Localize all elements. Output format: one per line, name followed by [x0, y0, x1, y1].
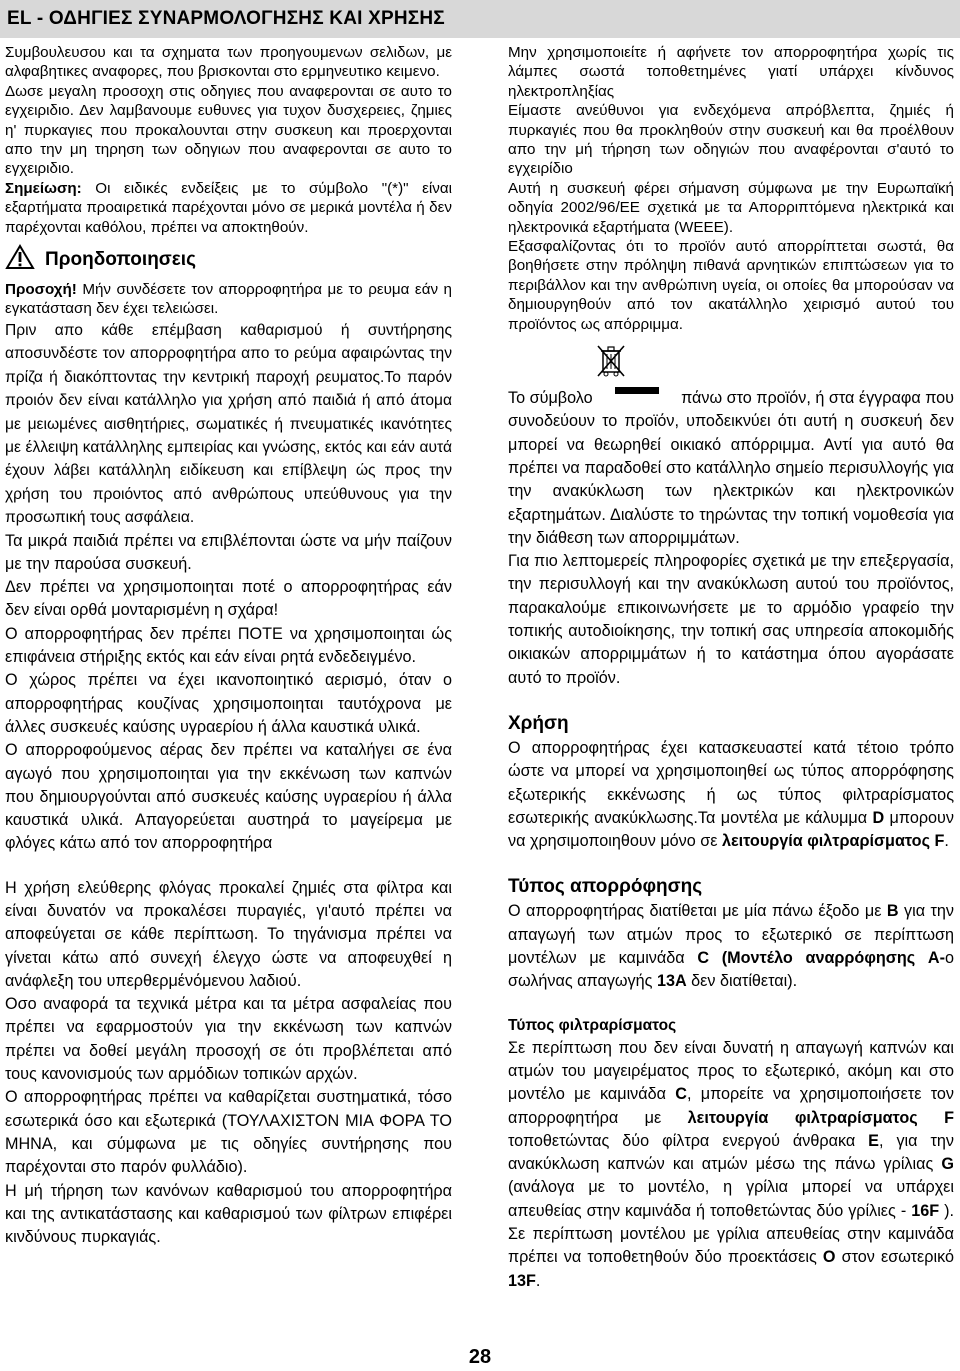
page-number: 28 — [468, 1346, 492, 1368]
warning-paragraph-8: Οσο αναφορά τα τεχνικά μέτρα και τα μέτρα ασφαλείας που πρέπει να εφαρμοστούν για την εκκένωση των καπνών πρέπει να δοθεί μεγάλη προσοχή σε ότι προβλέπεται από τους κανονισμούς των αρμόδιων τοπικών αρχών. — [5, 995, 452, 1084]
warnings-title: Προηδοποιησεις — [45, 248, 196, 270]
abs-bold-13a: 13A — [656, 972, 687, 991]
filt-bold-o: O — [822, 1248, 836, 1267]
filt-bold-g: G — [941, 1155, 954, 1174]
filt-text-i: . — [535, 1271, 541, 1290]
weee-paragraph: Αυτή η συσκευή φέρει σήμανση σύμφωνα με την Ευρωπαϊκή οδηγία 2002/96/ΕΕ σχετικά με τα Απορριπτόμενα ηλεκτρικά και ηλεκτρονικά εξαρτήματα (WEEE). — [508, 179, 954, 236]
filt-bold-13f: 13F — [508, 1271, 536, 1290]
use-paragraph — [508, 737, 954, 853]
filt-text-e: , για την ανακύκλωση καπνών και ατμών μέσω της πάνω γρίλιας — [508, 1131, 954, 1174]
warning-paragraph-4: Ο απορροφητήρας δεν πρέπει ΠΟΤΕ να χρησιμοποιηται ώς επιφάνεια στήριξης εκτός και εάν είναι ρητά ενδεδειγμένο. — [5, 624, 452, 667]
symbol-text-a: Το σύμβολο — [508, 389, 593, 408]
warning-paragraph-5: Ο χώρος πρέπει να έχει ικανοποιητικό αερισμό, όταν ο απορροφητήρας κουζίνας χρησιμοποιηται ταυτόχρονα με άλλες συσκευές καύσης υγραερίου ή άλλα καυστικά υλικά. — [5, 671, 452, 736]
left-column — [5, 43, 452, 1249]
right-column — [508, 43, 954, 1293]
filt-text-c: , μπορείτε να χρησιμοποιήσετε τον απορροφητήρα με — [508, 1085, 955, 1127]
caution-paragraph — [5, 280, 452, 319]
abs-text-e: δεν διατίθεται). — [686, 972, 798, 991]
note-label: Σημείωση: — [5, 179, 82, 197]
filt-bold-c: C — [675, 1085, 687, 1104]
abs-bold-c: C (Μοντέλο αναρρόφησης A- — [697, 949, 945, 968]
spacer — [5, 856, 452, 877]
symbol-paragraph: συνοδεύουν το προϊόν, υποδεικνύει ότι αυτή η συσκευή δεν μπορεί να θεωρηθεί οικιακό απόρριμμα. Αντί για αυτό θα πρέπει να παραδοθεί στο κατάλληλο σημείο περισυλλογής για την ανακύκλωση των ηλεκτρικών και ηλεκτρονικών εξαρτημάτων. Διαλύστε το τηρώντας την τοπική νομοθεσία για την διάθεση των απορριμμάτων. — [508, 412, 954, 547]
warning-paragraph-1: Πριν απο κάθε επέμβαση καθαρισμού ή συντήρησης αποσυνδέστε τον απορροφητήρα απο το ρεύμα αφαιρώντας την πρίζα ή διακόπτοντας την κεντρική παροχή ρευματος.Το παρόν προιόν δεν είναι κατάλληλο για χρήση από παιδιά ή από άτομα με μειωμένες αισθητήριες, σωματικές ή πνευματικές ικανότητες με έλλειψη κατάλληλης εμπειρίας και γνώσης, εκτός και εάν αυτά έχουν λάβει κατάλληλη ειδίκευση και επίβλεψη ώς προς την χρήση του προιόντος από ανθρώπους υπεύθυνους για την προσωπική τους ασφάλεια. — [5, 321, 452, 527]
abs-bold-b: B — [886, 902, 899, 921]
filt-bold-f: λειτουργία φιλτραρίσματος F — [687, 1108, 954, 1127]
warnings-heading — [5, 244, 452, 275]
filt-text-d: τοποθετώντας δύο φίλτρα ενεργού άνθρακα — [508, 1131, 869, 1150]
filt-bold-e: E — [868, 1131, 879, 1150]
warning-paragraph-3: Δεν πρέπει να χρησιμοποιηται ποτέ ο απορροφητήρας εάν δεν είναι ορθά μονταρισμένη η σχάρα! — [5, 578, 452, 620]
page-header-title: EL - ΟΔΗΓΙΕΣ ΣΥΝΑΡΜΟΛΟΓΗΣΗΣ ΚΑΙ ΧΡΗΣΗΣ — [7, 8, 445, 29]
liability-paragraph: Είμαστε ανεύθυνοι για ενδεχόμενα απρόβλεπτα, ζημιές ή πυρκαγιές που θα προκληθούν στην συσκευή και θα προέλθουν απο την μή τήρηση των οδηγιών που αναφέρονται σ'αυτό το εγχειρίδιο — [508, 102, 954, 178]
lamps-paragraph: Μην χρησιμοποιείτε ή αφήνετε τον απορροφητήρα χωρίς τις λάμπες σωστά τοποθετημένες γιατί υπάρχει κίνδυνος ηλεκτροπληξίας — [508, 44, 954, 100]
use-heading: Χρήση — [508, 712, 569, 734]
disposal-paragraph: Εξασφαλίζοντας ότι το προϊόν αυτό απορρίπτεται σωστά, θα βοηθήσετε στην πρόληψη πιθανά αρνητικών επιπτώσεων για το περιβάλλον και την ανθρώπινη υγεία, οι οποίες θα μπορούσαν να δημιουργηθούν από τον ακατάλληλο χειρισμό αυτού του προϊόντος ως απόρριμμα. — [508, 238, 954, 333]
header-bar — [0, 0, 960, 38]
filt-text-f: (ανάλογα με το μοντέλο, η γρίλια μπορεί να υπάρχει απευθείας στην καμινάδα ή τοποθετώντας δύο γρίλιες - — [508, 1178, 954, 1220]
warning-paragraph-10: Η μή τήρηση των κανόνων καθαρισμού του απορροφητήρα και της αντικατάστασης και καθαρισμού των φίλτρων επιφέρει κινδύνους πυρκαγιάς. — [5, 1181, 452, 1247]
use-bold-filter: λειτουργία φιλτραρίσματος F — [721, 832, 945, 851]
use-text-d: . — [944, 832, 949, 851]
use-text-c: μπορουν να χρησιμοποιηθουν μόνο σε — [508, 808, 954, 851]
abs-text-c: για την απαγωγή των ατμών προς το εξωτερικό σε περίπτωση μοντέλων με καμινάδα — [508, 902, 954, 968]
intro-paragraph-2: Δωσε μεγαλη προσοχη στις οδηγιες που αναφερονται σε αυτο το εγχειριδιο. Δεν λαμβανουμε ευθυνες για τυχον δυσχερειες, ζημιες η' πυρκαγιες που προκαλουνται στην συσκευη και προερχονται απο την μη τηρηση των οδηγιων που αναφερονται σε αυτο το εγχειριδιο. — [5, 82, 452, 178]
crossed-bin-icon — [596, 344, 954, 383]
filtering-heading: Τύπος φιλτραρίσματος — [508, 1016, 677, 1034]
warning-paragraph-2: Τα μικρά παιδιά πρέπει να επιβλέπονται ώστε να μήν παίζουν με την παρούσα συσκευή. — [5, 531, 452, 573]
spacer — [508, 853, 954, 874]
symbol-line — [508, 387, 954, 410]
use-bold-d: D — [872, 808, 885, 827]
abs-text-a: Ο απορροφητήρας διατίθεται με μία πάνω έξοδο με — [508, 902, 887, 921]
caution-text: Μήν συνδέσετε τον απορροφητήρα με το ρευμα εάν η εγκατάσταση δεν έχει τελειώσει. — [5, 281, 452, 318]
symbol-text-b: πάνω στο προϊόν, ή στα έγγραφα που — [681, 389, 954, 408]
filt-text-h: στον εσωτερικό — [835, 1248, 954, 1267]
absorption-paragraph — [508, 900, 954, 993]
warning-paragraph-9: Ο απορροφητήρας πρέπει να καθαρίζεται συστηματικά, τόσο εσωτερικά όσο και εξωτερικά (ΤΟΥΛΑΧΙΣΤΟΝ ΜΙΑ ΦΟΡΑ ΤΟ ΜΗΝΑ, και σύμφωνα με τις οδηγίες συντήρησης που παρέχονται στο παρόν φυλλάδιο). — [5, 1088, 452, 1177]
symbol-bar-icon — [615, 387, 659, 394]
warning-paragraph-7: Η χρήση ελεύθερης φλόγας προκαλεί ζημιές στα φίλτρα και είναι δυνατόν να προκαλέσει πυραγιές, γι'αυτό πρέπει να αποφεύγεται σε κάθε περίπτωση. Το τηγάνισμα πρέπει να γίνεται κάτω από συνεχή έλεγχο ώστε να αποφευχθεί η ανάφλεξη του υπερθερμένόμενου λαδιού. — [5, 878, 452, 990]
spacer — [508, 690, 954, 711]
warning-triangle-icon — [5, 244, 35, 275]
note-paragraph — [5, 179, 452, 237]
info-paragraph: Για πιο λεπτομερείς πληροφορίες σχετικά με την επεξεργασία, την περισυλλογή και την ανακύκλωση αυτού του προϊόντος, παρακαλούμε επικοινωνήσετε με το αρμόδιο γραφείο την τοπικής αυτοδιοίκησης, την τοπική σας υπηρεσία αποκομιδής οικιακών απορριμμάτων ή το κατάστημα όπου αγοράσατε αυτό το προϊόν. — [508, 552, 954, 687]
absorption-heading: Τύπος απορρόφησης — [508, 876, 703, 898]
filtering-paragraph — [508, 1037, 954, 1293]
note-text: Οι ειδικές ενδείξεις με το σύμβολο "(*)" είναι εξαρτήματα προαιρετικά παρέχονται μόνο σε μερικά μοντέλα ή δεν παρέχονται καθόλου, πρέπει να αποκτηθούν. — [5, 179, 452, 236]
filt-text-g: ). Σε περίπτωση μοντέλου με γρίλια απευθείας στην καμινάδα πρέπει να τοποθετηθούν δύο προεκτάσεις — [508, 1201, 954, 1267]
warning-paragraph-6: Ο απορροφούμενος αέρας δεν πρέπει να καταλήγει σε ένα αγωγό που χρησιμοποιηται για την εκκένωση των καπνών που δημιουργούνται από συσκευές καύσης υγραερίου ή άλλα καυστικά υλικά. Απαγορεύεται αυστηρά το μαγείρεμα με φλόγες κάτω από τον απορροφητήρα — [5, 741, 452, 853]
intro-paragraph-1: Συμβουλευσου και τα σχηματα των προηγουμενων σελιδων, με αλφαβητικες αναφορες, που βρισκονται στο ερμηνευτικο κειμενο. — [5, 44, 452, 81]
use-text-a: Ο απορροφητήρας έχει κατασκευαστεί κατά τέτοιο τρόπο ώστε να μπορεί να χρησιμοποιηθεί ως τύπος απορρόφησης εξωτερικής εκκένωσης ή ως τύπος φιλτραρίσματος εσωτερικής ανακύκλωσης.Τα μοντέλα με κάλυμμα — [508, 738, 954, 827]
filt-text-a: Σε περίπτωση που δεν είναι δυνατή η απαγωγή καπνών και ατμών του μαγειρέματος προς το εξωτερικό, ακόμη και στο μοντέλο με καμινάδα — [508, 1038, 954, 1104]
caution-label: Προσοχή! — [5, 281, 77, 299]
spacer — [508, 994, 954, 1015]
abs-text-d: ο σωλήνας απαγωγής — [508, 949, 954, 991]
filt-bold-16f: 16F — [911, 1201, 940, 1220]
